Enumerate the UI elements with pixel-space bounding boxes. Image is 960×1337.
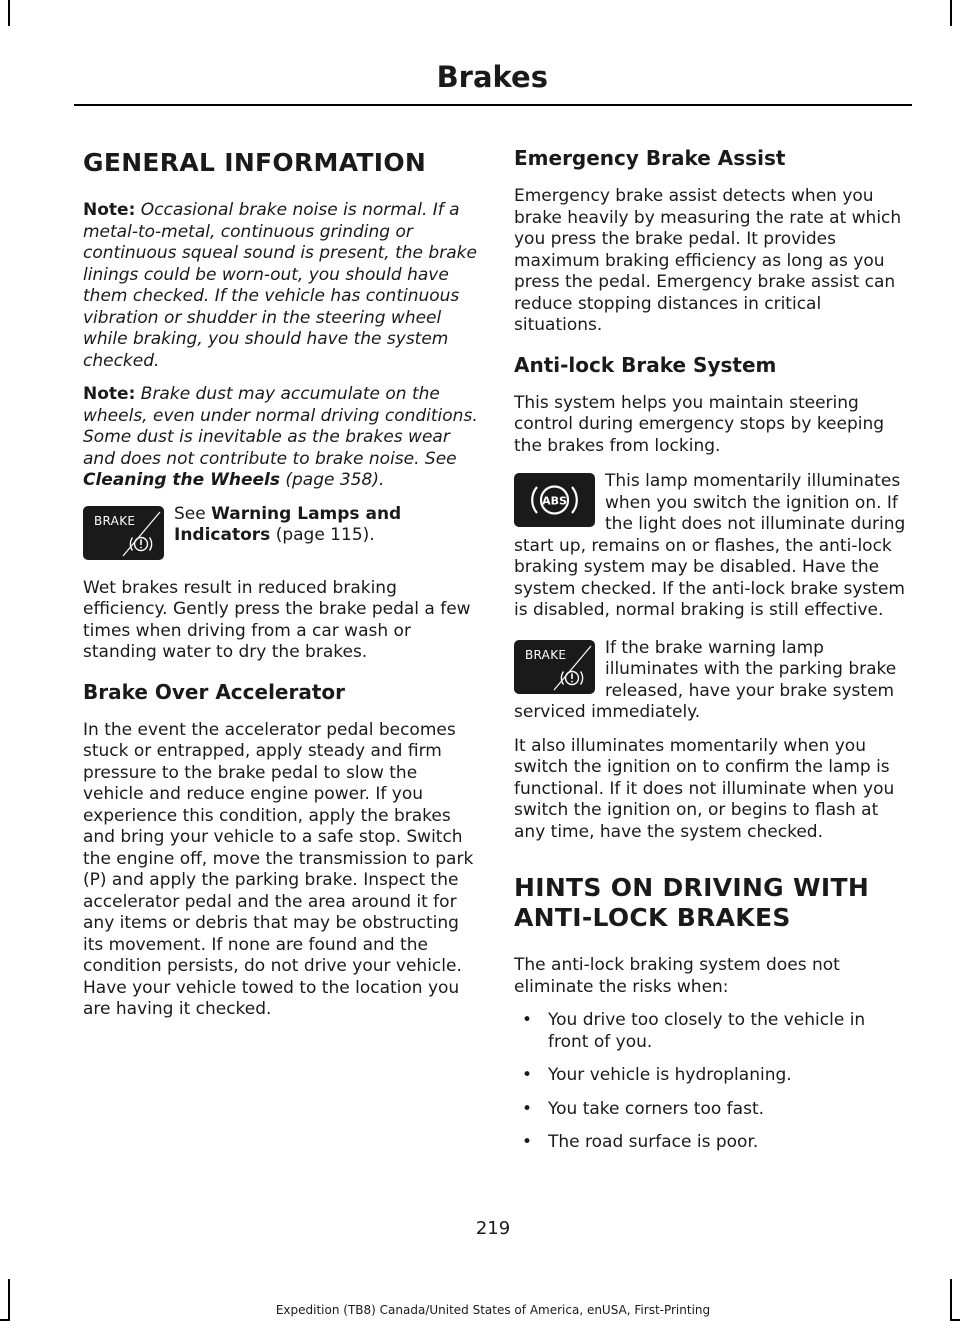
crop-mark (950, 0, 952, 26)
crop-mark (8, 0, 10, 26)
header-rule (74, 104, 912, 106)
note-label: Note: (83, 200, 136, 220)
abs-lamp-paragraph: This lamp momentarily illuminates when you switch the ignition on. If the light does not illuminate during start up, remains on or flashes, the anti-lock braking system may be disabled. Have the system checked. If the anti-lock brake system is disabled, normal braking is still effective. (514, 471, 906, 620)
section-heading-general-information: GENERAL INFORMATION (83, 148, 427, 177)
emergency-brake-assist-paragraph: Emergency brake assist detects when you brake heavily by measuring the rate at which you press the brake pedal. It provides maximum braking efficiency as long as you press the pedal. Emergency brake assist can reduce stopping distances in critical situations. (514, 186, 902, 335)
note-brake-dust (83, 384, 479, 492)
subheading-brake-over-accelerator: Brake Over Accelerator (83, 679, 346, 704)
abs-lamp-block (514, 471, 910, 622)
right-column (514, 140, 910, 1166)
note-text: Brake dust may accumulate on the wheels, even under normal driving conditions. Some dust is inevitable as the brakes wear and does not contribute to brake noise. See (83, 384, 478, 469)
brake-warning-block (83, 504, 479, 564)
brake-lamp-paragraph: If the brake warning lamp illuminates with the parking brake released, have your brake system serviced immediately. (514, 637, 897, 722)
subheading-anti-lock-brake-system: Anti-lock Brake System (514, 352, 777, 377)
brake-icon-label: BRAKE (525, 647, 567, 662)
page-reference: (page 115). (275, 525, 375, 545)
brake-warning-icon (514, 640, 595, 694)
list-item: • You drive too closely to the vehicle in front of you. (514, 1010, 910, 1053)
crop-mark (950, 1319, 960, 1321)
note-occasional-brake-noise (83, 200, 479, 372)
brake-warning-icon (83, 506, 164, 560)
link-warning-lamps-and-indicators[interactable]: Warning Lamps and Indicators (174, 503, 402, 545)
page-reference: (page 358). (285, 470, 385, 490)
list-item: • Your vehicle is hydroplaning. (514, 1065, 910, 1087)
note-text: Occasional brake noise is normal. If a metal-to-metal, continuous grinding or continuous squeal sound is present, the brake linings could be worn-out, you should have them checked. If the vehicle has continuous vibration or shudder in the steering wheel while braking, you should have the system checked. (83, 200, 477, 371)
list-item: • You take corners too fast. (514, 1099, 910, 1121)
abs-warning-icon (514, 473, 595, 527)
hints-bullet-list (514, 1010, 910, 1154)
link-cleaning-the-wheels[interactable]: Cleaning the Wheels (83, 470, 280, 490)
abs-paragraph: This system helps you maintain steering control during emergency stops by keeping the brakes from locking. (514, 392, 885, 456)
brake-icon-label: BRAKE (94, 513, 136, 528)
see-prefix: See (174, 503, 206, 524)
abs-icon-label: ABS (542, 494, 567, 508)
brake-lamp-block (514, 638, 910, 724)
left-column (83, 140, 479, 1033)
note-label: Note: (83, 384, 136, 404)
crop-mark (0, 1319, 10, 1321)
section-heading-hints-line2: ANTI-LOCK BRAKES (514, 903, 791, 932)
footer-text: Expedition (TB8) Canada/United States of America, enUSA, First-Printing (275, 1303, 711, 1317)
page-header-title: Brakes (436, 60, 548, 94)
hints-intro-paragraph: The anti-lock braking system does not eliminate the risks when: (514, 955, 840, 997)
brake-lamp-paragraph-2: It also illuminates momentarily when you switch the ignition on to confirm the lamp is functional. If it does not illuminate when you switch the ignition on, or begins to flash at any time, have the system checked. (514, 735, 895, 842)
subheading-emergency-brake-assist: Emergency Brake Assist (514, 146, 786, 170)
page-number: 219 (475, 1218, 511, 1239)
brake-over-accelerator-paragraph: In the event the accelerator pedal becomes stuck or entrapped, apply steady and firm pressure to the brake pedal to slow the vehicle and reduce engine power. If you experience this condition, apply the brakes and bring your vehicle to a safe stop. Switch the engine off, move the transmission to park (P) and apply the parking brake. Inspect the accelerator pedal and the area around it for any items or debris that may be obstructing its movement. If none are found and the condition persists, do not drive your vehicle. Have your vehicle towed to the location you are having it checked. (83, 719, 474, 1019)
list-item: • The road surface is poor. (514, 1132, 910, 1154)
wet-brakes-paragraph: Wet brakes result in reduced braking efficiency. Gently press the brake pedal a few times when driving from a car wash or standing water to dry the brakes. (83, 577, 471, 662)
section-heading-hints-line1: HINTS ON DRIVING WITH (514, 873, 870, 902)
